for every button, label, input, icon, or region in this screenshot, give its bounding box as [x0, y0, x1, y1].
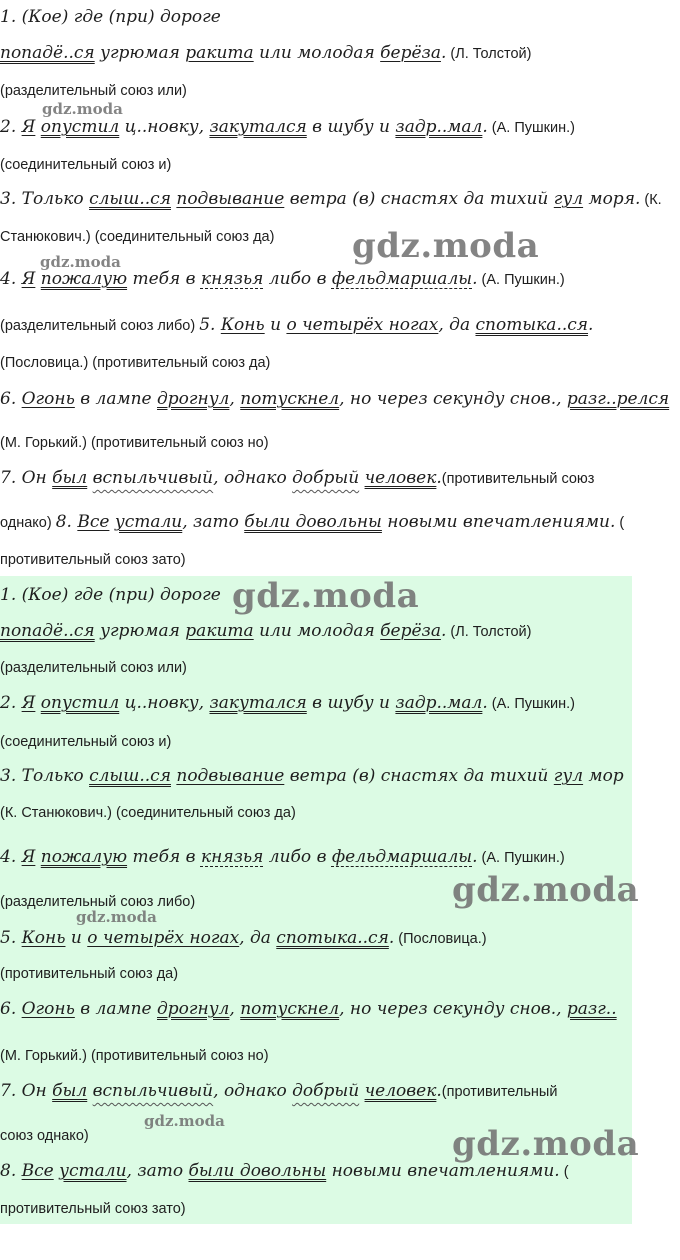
text: . [472, 847, 478, 867]
text: . [440, 621, 447, 641]
watermark: gdz.moda [352, 226, 540, 266]
text: (разделительный союз либо) [0, 894, 196, 910]
text: , но через секунду снов., [339, 999, 567, 1019]
text: , [229, 389, 241, 409]
text: противительный союз зато) [0, 552, 186, 568]
attribute-wavy: добрый [292, 1081, 360, 1101]
predicate-double: человек [364, 1081, 437, 1101]
source: (К. [640, 192, 662, 208]
predicate-double: пожалую [40, 847, 128, 867]
s1-line-7 [0, 226, 274, 248]
watermark: gdz.moda [232, 576, 420, 616]
s1-line-12 [0, 432, 269, 454]
text: 5. [0, 928, 22, 948]
s1-line-4 [0, 116, 575, 139]
s1-line-1 [0, 6, 221, 28]
text: . [482, 693, 488, 713]
attribute-wavy: добрый [292, 468, 360, 488]
text: в шубу и [306, 117, 396, 137]
s1-line-15 [0, 549, 186, 571]
predicate-double: задр..мал [395, 693, 483, 713]
text: (М. Горький.) (противительный союз но) [0, 1048, 269, 1064]
text: в шубу и [306, 693, 396, 713]
text: 6. [0, 999, 22, 1019]
s2-line-5 [0, 731, 171, 753]
predicate-double: устали [114, 512, 183, 532]
text: . [588, 315, 594, 335]
text: в лампе [74, 999, 158, 1019]
predicate-double: попадё..ся [0, 621, 95, 641]
s2-line-8 [0, 846, 565, 869]
predicate-double: устали [59, 1161, 127, 1181]
source: (А. Пушкин.) [477, 850, 565, 866]
s2-line-14 [0, 1080, 557, 1103]
text: ( [615, 515, 625, 531]
text: 4. [0, 847, 22, 867]
predicate-double: опустил [40, 693, 120, 713]
text: (разделительный союз либо) [0, 318, 200, 334]
text: либо в [263, 269, 332, 289]
subject: Все [77, 512, 110, 532]
subject: берёза [380, 43, 441, 63]
predicate-double: опустил [40, 117, 120, 137]
s2-line-3 [0, 657, 187, 679]
text: 2. [0, 693, 22, 713]
text: (разделительный союз или) [0, 660, 187, 676]
s1-line-10 [0, 352, 270, 374]
text: новыми впечатлениями. [381, 512, 616, 532]
text: и [65, 928, 88, 948]
attribute-wavy: вспыльчивый [92, 468, 214, 488]
predicate-double: спотыка..ся [276, 928, 389, 948]
watermark: gdz.moda [144, 1112, 225, 1130]
text: , зато [126, 1161, 189, 1181]
predicate-double: закутался [209, 117, 307, 137]
text: . [482, 117, 488, 137]
text: (Пословица.) (противительный союз да) [0, 355, 271, 371]
text: союз однако) [0, 1128, 89, 1144]
s2-line-12 [0, 998, 617, 1020]
predicate-double: был [52, 468, 88, 488]
text: , однако [213, 1081, 293, 1101]
source: (А. Пушкин.) [487, 120, 575, 136]
text: ( [559, 1164, 569, 1180]
source: (А. Пушкин.) [487, 696, 575, 712]
text: (М. Горький.) (противительный союз но) [0, 435, 269, 451]
predicate-double: слыш..ся [89, 766, 171, 786]
source: (противительный союз [441, 471, 595, 487]
text: 6. [0, 389, 22, 409]
s2-line-1 [0, 584, 221, 606]
s1-line-9 [0, 314, 593, 337]
s2-line-13 [0, 1045, 269, 1067]
s2-line-6 [0, 765, 624, 787]
subject: о четырёх ногах [286, 315, 439, 335]
subject: гул [553, 766, 584, 786]
text: , да [438, 315, 476, 335]
s2-line-4 [0, 692, 575, 715]
text: 3. Только [0, 766, 90, 786]
text: угрюмая [94, 621, 186, 641]
attribute-wavy: вспыльчивый [92, 1081, 214, 1101]
text: 1. (Кое) где (при) дороге [0, 7, 221, 27]
subject: Огонь [21, 389, 75, 409]
predicate-double: дрогнул [157, 999, 230, 1019]
s1-line-8 [0, 268, 565, 291]
predicate-double: спотыка..ся [475, 315, 589, 335]
text: . [436, 468, 442, 488]
s1-line-13 [0, 467, 594, 490]
subject: гул [553, 189, 584, 209]
s1-line-6 [0, 188, 662, 211]
object-dashed: фельдмаршалы [331, 269, 473, 289]
s1-line-2 [0, 42, 531, 65]
text: ц..новку, [119, 117, 210, 137]
text: (разделительный союз или) [0, 83, 187, 99]
s2-line-7 [0, 802, 296, 824]
object-dashed: князья [200, 847, 264, 867]
text: новыми впечатлениями. [326, 1161, 560, 1181]
predicate-double: дрогнул [157, 389, 230, 409]
predicate-double: потускнел [240, 999, 340, 1019]
subject: Конь [220, 315, 265, 335]
text: или молодая [253, 43, 381, 63]
subject: подвывание [176, 189, 285, 209]
text: ветра (в) снастях да тихий [284, 189, 554, 209]
text: либо в [263, 847, 332, 867]
text: 8. [55, 512, 78, 532]
text: 3. Только [0, 189, 90, 209]
text: ц..новку, [119, 693, 210, 713]
predicate-double: были довольны [244, 512, 382, 532]
s1-line-5 [0, 154, 171, 176]
s1-line-14 [0, 511, 624, 534]
subject: берёза [380, 621, 441, 641]
text: 7. Он [0, 1081, 53, 1101]
text: в лампе [74, 389, 158, 409]
predicate-double: были довольны [188, 1161, 327, 1181]
text: . [436, 1081, 442, 1101]
text: однако) [0, 515, 56, 531]
text: . [472, 269, 478, 289]
text: , [229, 999, 241, 1019]
object-dashed: фельдмаршалы [331, 847, 473, 867]
text: 8. [0, 1161, 22, 1181]
text: , да [239, 928, 277, 948]
s1-line-3 [0, 80, 187, 102]
text: и [264, 315, 287, 335]
text: тебя в [127, 847, 201, 867]
text: моря. [583, 189, 641, 209]
predicate-double: разг.. [566, 999, 617, 1019]
subject: подвывание [176, 766, 285, 786]
subject: ракита [185, 621, 254, 641]
subject: Все [21, 1161, 54, 1181]
text: 5. [199, 315, 221, 335]
source: (Л. Толстой) [446, 624, 532, 640]
s1-line-11 [0, 388, 669, 410]
source: (противительный [441, 1084, 558, 1100]
watermark: gdz.moda [42, 100, 123, 118]
text: 7. Он [0, 468, 53, 488]
s2-line-11 [0, 963, 178, 985]
text: . [388, 928, 395, 948]
source: (А. Пушкин.) [477, 272, 565, 288]
predicate-double: человек [364, 468, 437, 488]
subject: Я [21, 117, 36, 137]
text: 4. [0, 269, 22, 289]
predicate-double: потускнел [240, 389, 340, 409]
text: (соединительный союз и) [0, 734, 172, 750]
text: (противительный союз да) [0, 966, 179, 982]
text: (соединительный союз и) [0, 157, 172, 173]
subject: Огонь [21, 999, 75, 1019]
subject: о четырёх ногах [87, 928, 240, 948]
text: Станюкович.) (соединительный союз да) [0, 229, 275, 245]
object-dashed: князья [200, 269, 264, 289]
text: или молодая [253, 621, 381, 641]
text: . [440, 43, 447, 63]
s2-line-15 [0, 1125, 89, 1147]
watermark: gdz.moda [452, 870, 640, 910]
subject: ракита [185, 43, 254, 63]
text: (К. Станюкович.) (соединительный союз да) [0, 805, 296, 821]
predicate-double: разг..релся [566, 389, 670, 409]
text: , зато [182, 512, 245, 532]
subject: Я [21, 693, 36, 713]
watermark: gdz.moda [76, 908, 157, 926]
text: противительный союз зато) [0, 1201, 186, 1217]
s2-line-10 [0, 927, 487, 950]
subject: Я [21, 269, 36, 289]
text: 1. (Кое) где (при) дороге [0, 585, 221, 605]
s2-line-2 [0, 620, 531, 643]
text: , однако [213, 468, 293, 488]
predicate-double: был [52, 1081, 88, 1101]
predicate-double: закутался [209, 693, 307, 713]
source: (Л. Толстой) [446, 46, 532, 62]
predicate-double: пожалую [40, 269, 128, 289]
text: мор [583, 766, 624, 786]
text: ветра (в) снастях да тихий [284, 766, 554, 786]
watermark: gdz.moda [452, 1124, 640, 1164]
text: угрюмая [94, 43, 186, 63]
subject: Конь [21, 928, 66, 948]
text: 2. [0, 117, 22, 137]
predicate-double: попадё..ся [0, 43, 95, 63]
predicate-double: слыш..ся [89, 189, 171, 209]
s2-line-17 [0, 1198, 186, 1220]
predicate-double: задр..мал [395, 117, 483, 137]
text: , но через секунду снов., [339, 389, 567, 409]
subject: Я [21, 847, 36, 867]
text: тебя в [127, 269, 201, 289]
watermark: gdz.moda [40, 253, 121, 271]
source: (Пословица.) [394, 931, 487, 947]
